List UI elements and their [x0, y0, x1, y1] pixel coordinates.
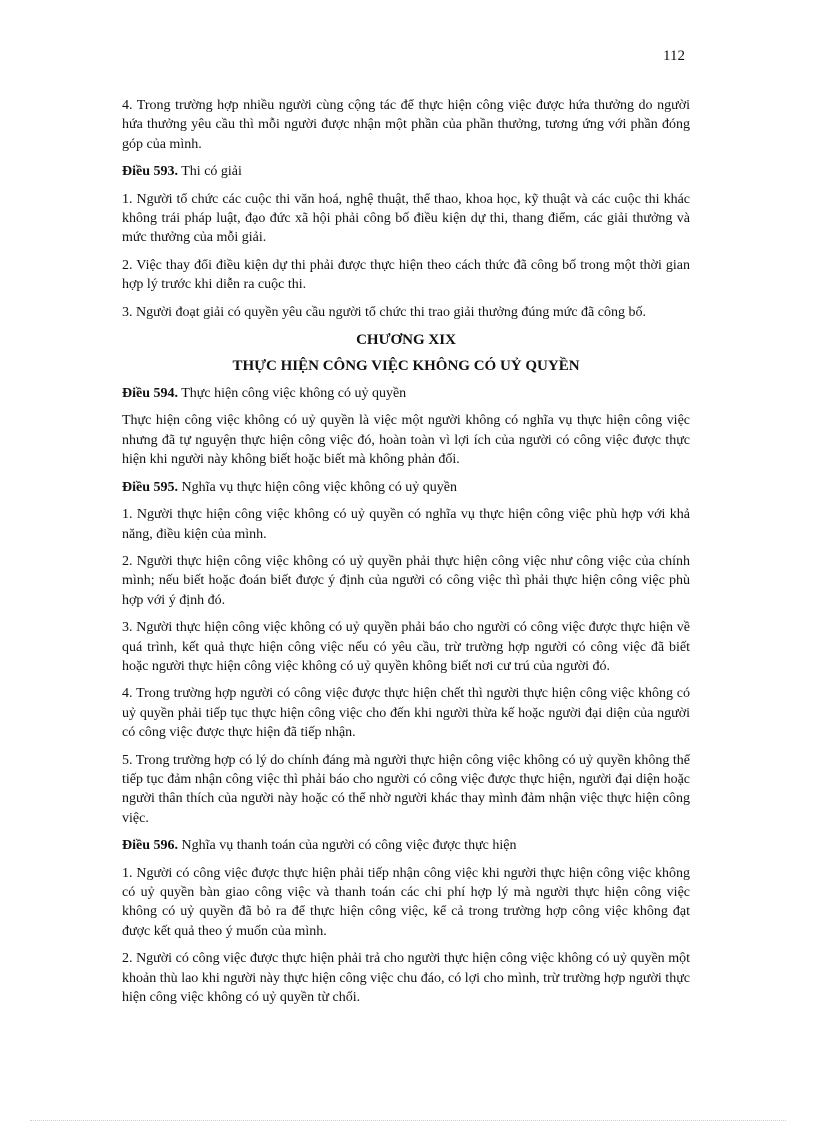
chapter-title: THỰC HIỆN CÔNG VIỆC KHÔNG CÓ UỶ QUYỀN — [232, 358, 580, 375]
article-title: Nghĩa vụ thực hiện công việc không có uỷ quyền — [178, 479, 457, 495]
article-number: Điều 593. — [122, 164, 178, 180]
page-bottom-rule — [30, 1120, 786, 1121]
paragraph: Thực hiện công việc không có uỷ quyền là việc một người không có nghĩa vụ thực hiện công việc nhưng đã tự nguyện thực hiện công việc đó, hoàn toàn vì lợi ích của người có công việc được thực hiện khi người này không biết hoặc biết mà không phản đối. — [122, 413, 690, 468]
paragraph: 2. Người có công việc được thực hiện phải trả cho người thực hiện công việc không có uỷ quyền một khoản thù lao khi người này thực hiện công việc chu đáo, có lợi cho mình, trừ trường hợp người thực hiện công việc không có uỷ quyền từ chối. — [122, 951, 690, 1006]
paragraph: 4. Trong trường hợp người có công việc được thực hiện chết thì người thực hiện công việc không có uỷ quyền phải tiếp tục thực hiện công việc cho đến khi người thừa kế hoặc người đại diện của người có công việc được thực hiện đã tiếp nhận. — [122, 686, 690, 741]
article-title: Nghĩa vụ thanh toán của người có công việc được thực hiện — [178, 838, 517, 854]
paragraph: 2. Việc thay đổi điều kiện dự thi phải được thực hiện theo cách thức đã công bố trong một thời gian hợp lý trước khi diễn ra cuộc thi. — [122, 257, 690, 293]
article-title: Thi có giải — [178, 164, 242, 180]
paragraph: 4. Trong trường hợp nhiều người cùng cộng tác để thực hiện công việc được hứa thưởng do người hứa thưởng yêu cầu thì mỗi người được nhận một phần của phần thưởng, tương ứng với phần đóng góp của mình. — [122, 98, 690, 152]
article-heading — [122, 384, 690, 403]
paragraph: 2. Người thực hiện công việc không có uỷ quyền phải thực hiện công việc như công việc của chính mình; nếu biết hoặc đoán biết được ý định của người có công việc thì phải thực hiện công việc phù hợp với ý định đó. — [122, 553, 690, 608]
article-heading — [122, 836, 690, 855]
article-title: Thực hiện công việc không có uỷ quyền — [178, 386, 407, 402]
article-heading — [122, 478, 690, 497]
paragraph: 1. Người có công việc được thực hiện phải tiếp nhận công việc khi người thực hiện công việc không có uỷ quyền bàn giao công việc và thanh toán các chi phí hợp lý mà người thực hiện công việc không có uỷ quyền đã bỏ ra để thực hiện công việc, kể cả trong trường hợp công việc không đạt được kết quả theo ý muốn của mình. — [122, 865, 690, 939]
paragraph: 5. Trong trường hợp có lý do chính đáng mà người thực hiện công việc không có uỷ quyền không thể tiếp tục đảm nhận công việc thì phải báo cho người có công việc được thực hiện, người đại diện hoặc người thân thích của người này hoặc có thể nhờ người khác thay mình đảm nhận việc thực hiện công việc. — [122, 752, 690, 826]
article-number: Điều 595. — [122, 479, 178, 495]
article-heading — [122, 162, 690, 181]
paragraph: 1. Người thực hiện công việc không có uỷ quyền có nghĩa vụ thực hiện công việc phù hợp với khả năng, điều kiện của mình. — [122, 507, 690, 542]
paragraph: 3. Người thực hiện công việc không có uỷ quyền phải báo cho người có công việc được thực hiện về quá trình, kết quả thực hiện công việc nếu có yêu cầu, trừ trường hợp người có công việc đã biết hoặc người thực hiện công việc không có uỷ quyền không biết nơi cư trú của người đó. — [122, 620, 690, 674]
page-number: 112 — [663, 48, 685, 64]
article-number: Điều 594. — [122, 386, 178, 402]
paragraph: 1. Người tổ chức các cuộc thi văn hoá, nghệ thuật, thể thao, khoa học, kỹ thuật và các cuộc thi khác không trái pháp luật, đạo đức xã hội phải công bố điều kiện dự thi, thang điểm, các giải thưởng và mức thưởng của mỗi giải. — [122, 191, 690, 246]
chapter-number: CHƯƠNG XIX — [356, 332, 456, 349]
paragraph: 3. Người đoạt giải có quyền yêu cầu người tổ chức thi trao giải thưởng đúng mức đã công bố. — [122, 304, 646, 320]
document-body — [122, 96, 690, 1015]
article-number: Điều 596. — [122, 838, 178, 854]
